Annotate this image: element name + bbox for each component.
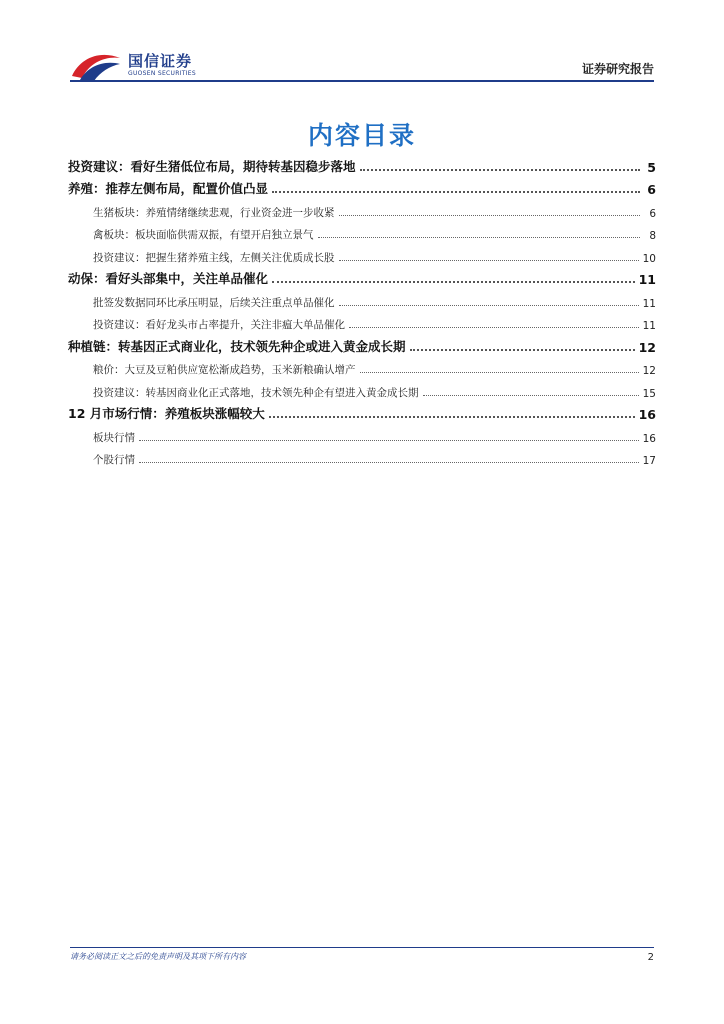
toc-dot-leader	[423, 395, 639, 396]
toc-entry-page: 10	[642, 252, 656, 265]
toc-entry-text: 投资建议：看好龙头市占率提升，关注非瘟大单品催化	[93, 319, 345, 331]
toc-entry-section[interactable]	[66, 332, 656, 355]
toc-entry-subsection[interactable]	[66, 220, 656, 243]
toc-entry-page: 6	[647, 182, 656, 197]
toc-entry-page: 12	[638, 339, 656, 355]
toc-dot-leader	[360, 372, 639, 373]
toc-entry-section[interactable]	[66, 400, 656, 423]
toc-entry-page: 12	[642, 365, 656, 377]
toc-entry-section[interactable]	[66, 175, 656, 198]
toc-entry-section[interactable]	[66, 152, 656, 175]
page-number: 2	[647, 952, 654, 963]
toc-dot-leader	[139, 440, 639, 441]
toc-entry-text: 个股行情	[93, 454, 135, 466]
toc-entry-page: 17	[642, 455, 656, 467]
toc-entry-subsection[interactable]	[66, 242, 656, 265]
toc-entry-text: 投资建议：看好生猪低位布局，期待转基因稳步落地	[68, 158, 356, 174]
toc-entry-text: 12 月市场行情：养殖板块涨幅较大	[68, 406, 265, 421]
footer-disclaimer: 请务必阅读正文之后的免责声明及其项下所有内容	[70, 952, 246, 961]
brand-name-en: GUOSEN SECURITIES	[128, 70, 197, 77]
toc-entry-text: 板块行情	[93, 431, 135, 444]
toc-entry-text: 粮价：大豆及豆粕供应宽松渐成趋势，玉米新粮确认增产	[93, 364, 356, 376]
toc-dot-leader	[272, 281, 635, 283]
toc-entry-subsection[interactable]	[66, 287, 656, 310]
toc-entry-text: 生猪板块：养殖情绪继续悲观，行业资金进一步收紧	[93, 206, 335, 219]
toc-entry-subsection[interactable]	[66, 422, 656, 445]
toc-entry-subsection[interactable]	[66, 197, 656, 220]
toc-dot-leader	[272, 191, 640, 193]
toc-entry-page: 11	[642, 320, 656, 332]
toc-dot-leader	[349, 327, 639, 328]
toc-entry-text: 批签发数据同环比承压明显，后续关注重点单品催化	[93, 296, 335, 309]
toc-entry-subsection[interactable]	[66, 355, 656, 378]
toc-title: 内容目录	[307, 121, 416, 150]
footer-divider	[70, 947, 654, 948]
header-divider	[70, 80, 654, 82]
toc-entry-text: 养殖：推荐左侧布局，配置价值凸显	[68, 181, 269, 196]
toc-entry-page: 6	[649, 207, 656, 220]
toc-entry-text: 种植链：转基因正式商业化，技术领先种企或进入黄金成长期	[68, 338, 406, 354]
toc-dot-leader	[339, 305, 639, 306]
toc-entry-text: 投资建议：转基因商业化正式落地，技术领先种企有望进入黄金成长期	[93, 386, 419, 399]
report-type-label: 证券研究报告	[581, 62, 654, 76]
toc-entry-page: 5	[647, 159, 656, 175]
toc-dot-leader	[339, 215, 641, 216]
toc-entry-section[interactable]	[66, 265, 656, 288]
toc-dot-leader	[360, 169, 640, 171]
toc-dot-leader	[339, 260, 639, 261]
table-of-contents	[66, 152, 656, 467]
toc-entry-page: 8	[649, 230, 656, 242]
toc-dot-leader	[139, 462, 639, 463]
toc-entry-text: 动保：看好头部集中，关注单品催化	[68, 271, 269, 286]
toc-entry-subsection[interactable]	[66, 310, 656, 333]
toc-dot-leader	[410, 349, 635, 351]
toc-entry-page: 11	[642, 297, 656, 310]
toc-entry-page: 16	[638, 407, 656, 422]
brand-name-cn: 国信证券	[128, 52, 193, 70]
toc-entry-page: 16	[642, 432, 656, 445]
toc-entry-subsection[interactable]	[66, 377, 656, 400]
guosen-logo-icon	[70, 52, 122, 82]
toc-dot-leader	[269, 416, 635, 418]
toc-entry-text: 禽板块：板块面临供需双振，有望开启独立景气	[93, 229, 314, 241]
toc-entry-page: 11	[638, 272, 656, 287]
toc-entry-page: 15	[642, 387, 656, 400]
page-header	[0, 0, 724, 90]
toc-entry-subsection[interactable]	[66, 445, 656, 468]
toc-dot-leader	[318, 237, 641, 238]
toc-entry-text: 投资建议：把握生猪养殖主线，左侧关注优质成长股	[93, 251, 335, 264]
